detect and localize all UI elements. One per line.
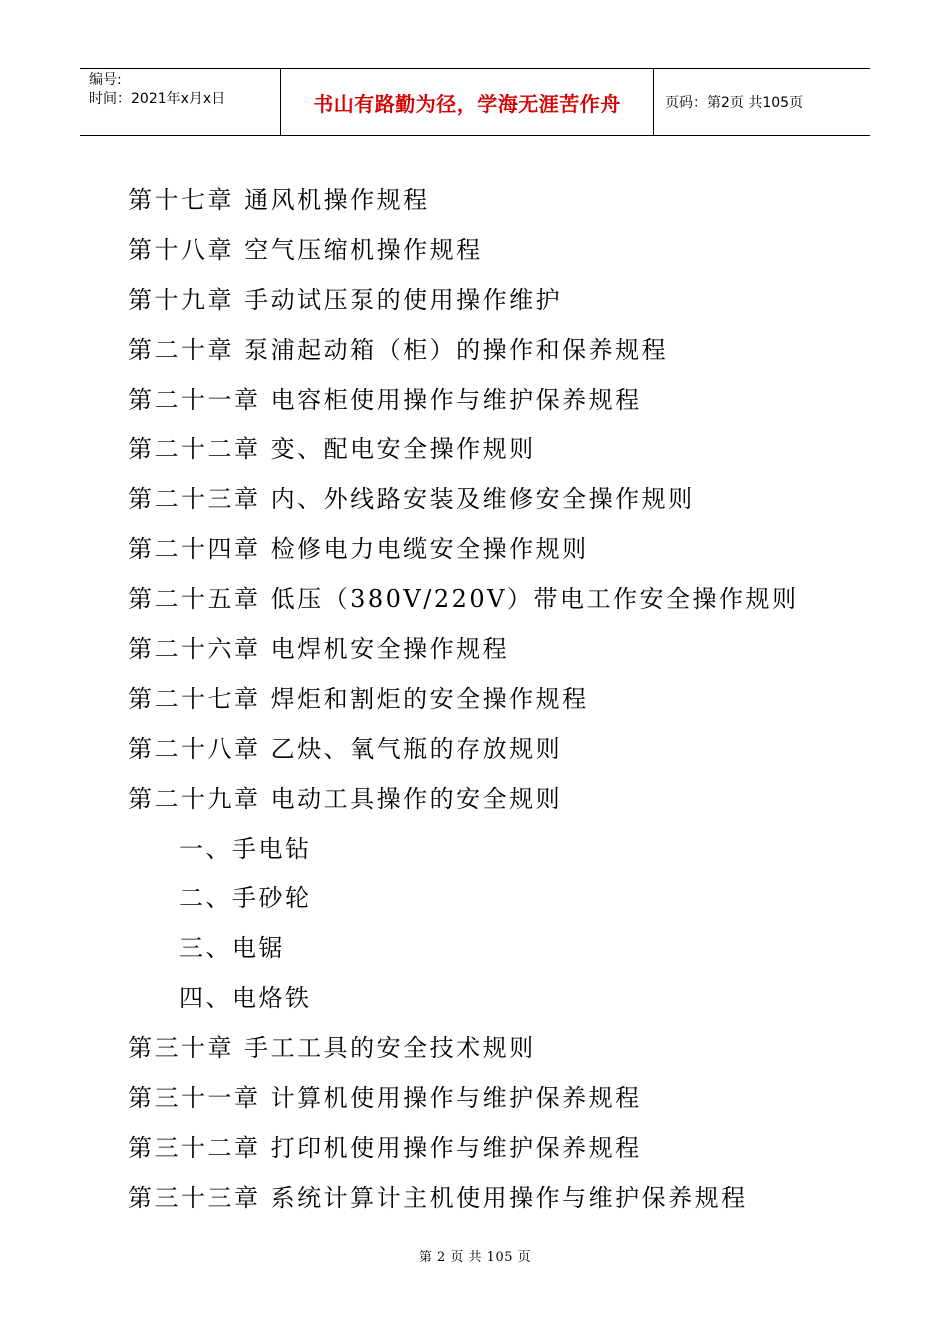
toc-chapter-25: 第二十五章 低压（380V/220V）带电工作安全操作规则 <box>128 585 799 614</box>
toc-chapter-23: 第二十三章 内、外线路安装及维修安全操作规则 <box>128 485 695 514</box>
toc-chapter-27: 第二十七章 焊炬和割炬的安全操作规程 <box>128 684 589 713</box>
document-number-label: 编号: <box>89 72 122 88</box>
document-time: 时间：2021年x月x日 <box>89 91 226 107</box>
toc-chapter-30: 第三十章 手工工具的安全技术规则 <box>128 1034 536 1063</box>
toc-chapter-21: 第二十一章 电容柜使用操作与维护保养规程 <box>128 385 642 414</box>
toc-chapter-17: 第十七章 通风机操作规程 <box>128 186 430 214</box>
toc-chapter-28: 第二十八章 乙炔、氧气瓶的存放规则 <box>128 734 563 763</box>
toc-chapter-32: 第三十二章 打印机使用操作与维护保养规程 <box>128 1133 642 1162</box>
toc-section-4: 四、电烙铁 <box>179 984 312 1013</box>
header-meta <box>80 69 281 135</box>
toc-chapter-18: 第十八章 空气压缩机操作规程 <box>128 235 483 264</box>
toc-section-1: 一、手电钻 <box>179 834 312 863</box>
toc-chapter-26: 第二十六章 电焊机安全操作规程 <box>128 635 510 664</box>
toc-chapter-19: 第十九章 手动试压泵的使用操作维护 <box>128 285 563 314</box>
toc-chapter-20: 第二十章 泵浦起动箱（柜）的操作和保养规程 <box>128 335 669 364</box>
toc-section-2: 二、手砂轮 <box>179 884 312 913</box>
toc-section-3: 三、电锯 <box>179 934 285 963</box>
toc-chapter-22: 第二十二章 变、配电安全操作规则 <box>128 435 536 464</box>
table-of-contents <box>128 176 868 1224</box>
toc-chapter-31: 第三十一章 计算机使用操作与维护保养规程 <box>128 1084 642 1113</box>
header-page-info: 页码：第2页 共105页 <box>665 95 804 111</box>
toc-chapter-29: 第二十九章 电动工具操作的安全规则 <box>128 784 563 813</box>
page-footer: 第 2 页 共 105 页 <box>418 1250 532 1265</box>
page-header <box>80 68 870 136</box>
header-motto: 书山有路勤为径，学海无涯苦作舟 <box>281 69 654 135</box>
toc-chapter-24: 第二十四章 检修电力电缆安全操作规则 <box>128 535 589 564</box>
toc-chapter-33: 第三十三章 系统计算计主机使用操作与维护保养规程 <box>128 1183 748 1212</box>
